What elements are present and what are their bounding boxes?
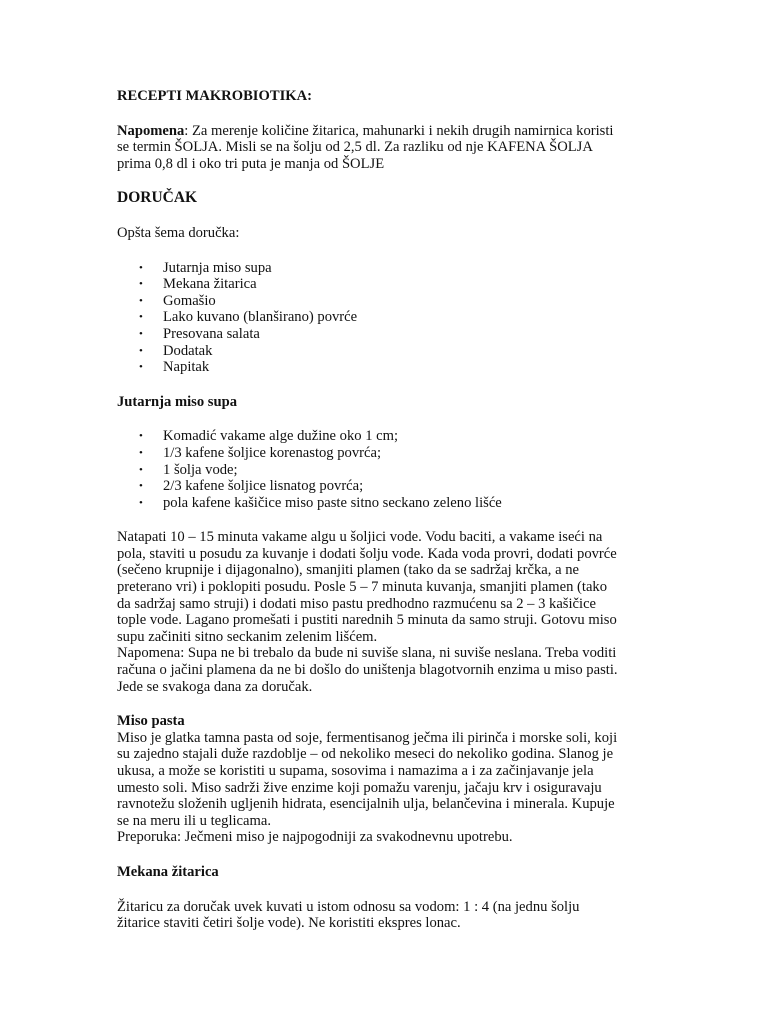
miso-soup-instructions [117,529,657,695]
text-line: ravnotežu složenih ugljenih hidrata, esencijalnih ulja, belančevina i minerala. Kupuje [117,796,615,813]
text-line: Jede se svakoga dana za doručak. [117,678,313,695]
text-line: Napomena: Supa ne bi trebalo da bude ni suviše slana, ni suviše neslana. Treba voditi [117,645,617,662]
list-item: • Komadić vakame alge dužine oko 1 cm; [163,428,657,445]
list-item: • Lako kuvano (blanširano) povrće [163,309,657,326]
soft-grain-text [117,899,657,932]
text-line: umesto soli. Miso sadrži žive enzime koji pomažu varenju, jačaju krv i osiguravaju [117,779,602,796]
text-line: se na meru ili u teglicama. [117,812,271,829]
list-item: • 1/3 kafene šoljice korenastog povrća; [163,445,657,462]
document-body [117,88,657,932]
note-line-1: : Za merenje količine žitarica, mahunarki i nekih drugih namirnica koristi [184,122,614,139]
text-line: su zajedno stajali duže razdoblje – od nekoliko meseci do nekoliko godina. Slanog je [117,746,614,763]
miso-soup-ingredients [117,428,657,511]
soft-grain-heading: Mekana žitarica [117,863,219,880]
text-line: preterano vri) i poklopiti posudu. Posle 5 – 7 minuta kuvanja, smanjiti plamen (tako [117,579,608,596]
note-label: Napomena [117,122,185,139]
text-line: da sadržaj samo struji) i dodati miso pastu predhodno razmućenu sa 2 – 3 kašičice [117,595,597,612]
scheme-label: Opšta šema doručka: [117,224,240,241]
list-item: • Mekana žitarica [163,276,657,293]
list-item: • Presovana salata [163,326,657,343]
list-item: • pola kafene kašičice miso paste sitno seckano zeleno lišće [163,495,657,512]
text-line: pola, staviti u posudu za kuvanje i dodati šolju vode. Kada voda provri, dodati povrće [117,545,617,562]
breakfast-scheme-list [117,260,657,376]
note-paragraph [117,123,657,140]
text-line: Preporuka: Ječmeni miso je najpogodniji za svakodnevnu upotrebu. [117,829,513,846]
list-item: • 1 šolja vode; [163,462,657,479]
breakfast-heading: DORUČAK [117,189,198,207]
document-title: RECEPTI MAKROBIOTIKA: [117,88,313,104]
text-line: ukusa, a može se koristiti u supama, sosovima i namazima a i za začinjavanje jela [117,763,594,779]
text-line: (sečeno krupnije i dijagonalno), smanjiti plamen (tako da se sadržaj krčka, a ne [117,562,579,579]
text-line: Natapati 10 – 15 minuta vakame algu u šoljici vode. Vodu baciti, a vakame iseći na [117,529,603,546]
text-line: žitarice staviti četiri šolje vode). Ne koristiti ekspres lonac. [117,915,461,932]
note-line-3: prima 0,8 dl i oko tri puta je manja od ŠOLJE [117,155,385,172]
list-item: • Jutarnja miso supa [163,260,657,277]
miso-paste-heading: Miso pasta [117,713,185,730]
list-item: • Gomašio [163,293,657,310]
list-item: • 2/3 kafene šoljice lisnatog povrća; [163,478,657,495]
text-line: Miso je glatka tamna pasta od soje, fermentisanog ječma ili pirinča i morske soli, koji [117,729,618,746]
miso-soup-heading: Jutarnja miso supa [117,393,238,410]
list-item: • Dodatak [163,343,657,360]
miso-paste-text [117,730,657,846]
list-item: • Napitak [163,359,657,376]
text-line: računa o jačini plamena da ne bi došlo do uništenja blagotvornih enzima u miso pasti. [117,662,618,679]
text-line: tople vode. Lagano promešati i pustiti narednih 5 minuta da samo struji. Gotovu miso [117,612,617,629]
text-line: supu začiniti sitno seckanim zelenim lišćem. [117,628,378,645]
text-line: Žitaricu za doručak uvek kuvati u istom odnosu sa vodom: 1 : 4 (na jednu šolju [117,898,580,915]
note-line-2: se termin ŠOLJA. Misli se na šolju od 2,5 dl. Za razliku od nje KAFENA ŠOLJA [117,139,593,156]
